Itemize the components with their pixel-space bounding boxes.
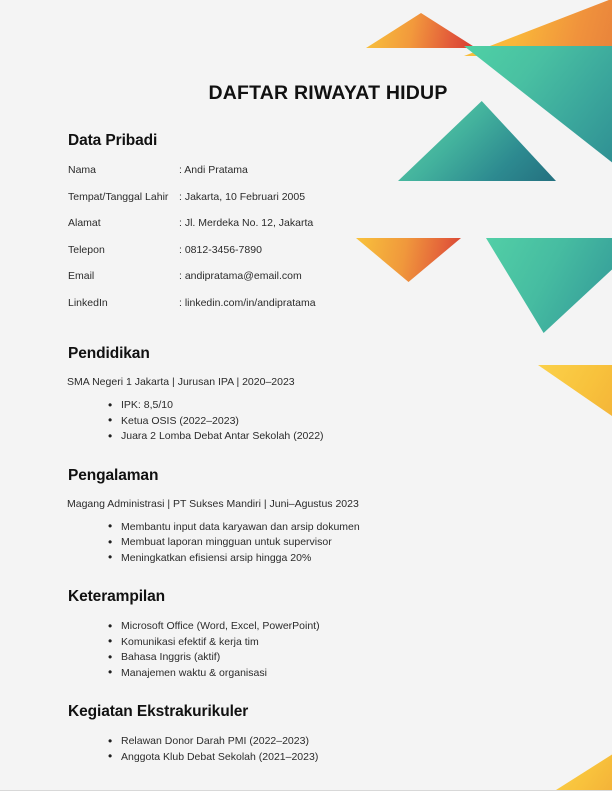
list-item: • Anggota Klub Debat Sekolah (2021–2023) — [108, 750, 572, 766]
field-value: : Andi Pratama — [179, 164, 248, 176]
field-label: Tempat/Tanggal Lahir — [68, 190, 169, 203]
section-heading-pengalaman: Pengalaman — [68, 466, 159, 484]
table-row — [68, 217, 316, 244]
list-item: • Manajemen waktu & organisasi — [108, 666, 572, 682]
experience-bullet-list — [68, 520, 572, 567]
section-keterampilan — [40, 588, 572, 681]
education-bullet-list — [68, 398, 572, 445]
table-row — [68, 270, 316, 297]
list-item: • Bahasa Inggris (aktif) — [108, 650, 572, 666]
table-row — [68, 244, 316, 271]
list-item: • IPK: 8,5/10 — [108, 398, 572, 414]
list-item: • Ketua OSIS (2022–2023) — [108, 414, 572, 430]
field-value: : 0812-3456-7890 — [179, 243, 262, 256]
table-row — [68, 297, 316, 324]
list-item: • Relawan Donor Darah PMI (2022–2023) — [108, 734, 572, 750]
field-value: : linkedin.com/in/andipratama — [179, 296, 316, 309]
list-item: • Membuat laporan mingguan untuk supervisor — [108, 535, 572, 551]
list-item: • Komunikasi efektif & kerja tim — [108, 635, 572, 651]
field-label: LinkedIn — [68, 296, 108, 309]
education-entry-line: SMA Negeri 1 Jakarta | Jurusan IPA | 2020–2023 — [67, 376, 295, 388]
field-label: Alamat — [68, 217, 101, 229]
field-value: : Jakarta, 10 Februari 2005 — [179, 190, 306, 203]
personal-data-table — [68, 164, 316, 323]
field-label: Telepon — [68, 243, 105, 256]
extracurricular-bullet-list — [68, 734, 572, 765]
table-row — [68, 164, 316, 191]
field-label: Nama — [68, 164, 97, 176]
section-ekstrakurikuler — [40, 703, 572, 765]
field-label: Email — [68, 270, 95, 282]
list-item: • Juara 2 Lomba Debat Antar Sekolah (2022) — [108, 429, 572, 445]
page-title: DAFTAR RIWAYAT HIDUP — [208, 82, 448, 104]
list-item: • Meningkatkan efisiensi arsip hingga 20% — [108, 551, 572, 567]
list-item: • Membantu input data karyawan dan arsip dokumen — [108, 520, 572, 536]
section-heading-keterampilan: Keterampilan — [68, 588, 165, 605]
skills-bullet-list — [68, 619, 572, 681]
section-heading-data-pribadi: Data Pribadi — [68, 132, 158, 149]
section-heading-ekstrakurikuler: Kegiatan Ekstrakurikuler — [68, 703, 249, 720]
section-pendidikan — [40, 345, 572, 445]
section-data-pribadi — [40, 132, 572, 323]
list-item: • Microsoft Office (Word, Excel, PowerPoint) — [108, 619, 572, 635]
section-heading-pendidikan: Pendidikan — [68, 345, 150, 362]
table-row — [68, 191, 316, 218]
field-value: : andipratama@email.com — [179, 270, 302, 282]
section-pengalaman — [40, 467, 572, 567]
field-value: : Jl. Merdeka No. 12, Jakarta — [179, 217, 314, 229]
experience-entry-line: Magang Administrasi | PT Sukses Mandiri | Juni–Agustus 2023 — [67, 497, 359, 510]
